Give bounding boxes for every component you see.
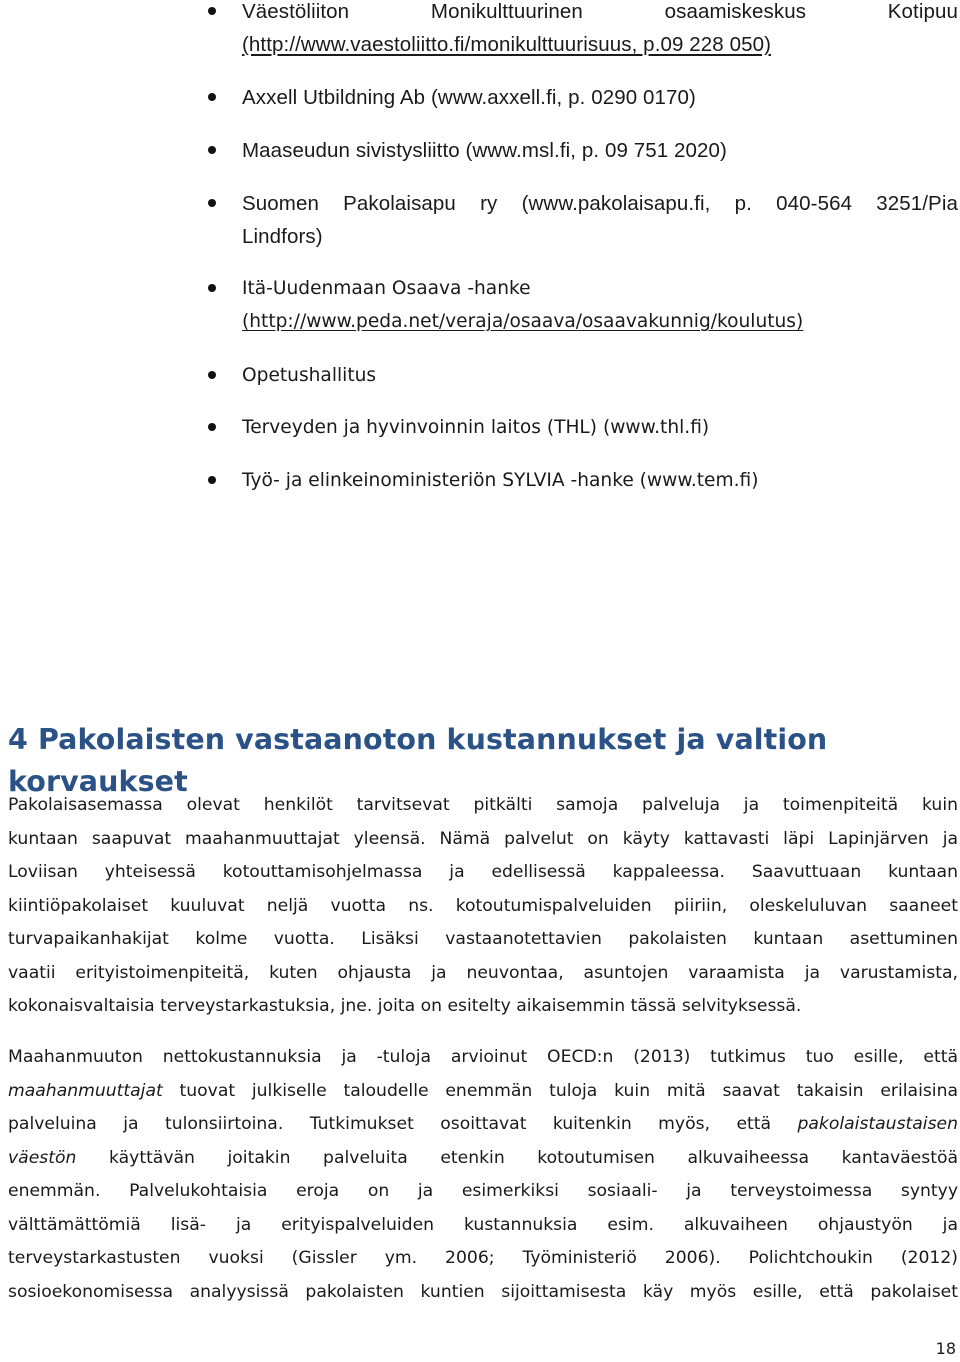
paragraph-line <box>8 1108 958 1142</box>
paragraph-line <box>8 1142 958 1176</box>
list-item-line: Terveyden ja hyvinvoinnin laitos (THL) (www.thl.fi) <box>242 417 710 438</box>
list-item <box>242 187 958 253</box>
list-item <box>242 411 958 444</box>
bullet-icon <box>208 284 216 292</box>
list-item-line: Suomen Pakolaisapu ry (www.pakolaisapu.fi, p. 040-564 3251/Pia <box>242 192 958 215</box>
osaava-link[interactable]: (http://www.peda.net/veraja/osaava/osaavakunnig/koulutus) <box>242 311 804 332</box>
paragraph-1 <box>8 789 958 1024</box>
paragraph-line: kuntaan saapuvat maahanmuuttajat yleensä. Nämä palvelut on käyty kattavasti läpi Lapinjärven ja <box>8 828 958 849</box>
list-item-line: Opetushallitus <box>242 365 377 386</box>
paragraph-line: terveystarkastusten vuoksi (Gissler ym. 2006; Työministeriö 2006). Polichtchoukin (2012) <box>8 1248 958 1268</box>
bullet-icon <box>208 7 216 15</box>
list-item <box>242 0 958 61</box>
paragraph-line: vaatii erityistoimenpiteitä, kuten ohjausta ja neuvontaa, asuntojen varaamista ja varustamista, <box>8 962 958 983</box>
bullet-icon <box>208 199 216 207</box>
vaestoliitto-link[interactable]: (http://www.vaestoliitto.fi/monikulttuurisuus, p.09 228 050) <box>242 33 772 56</box>
italic-term: väestön <box>8 1147 77 1168</box>
list-item <box>242 359 958 392</box>
list-item-line: Väestöliiton Monikulttuurinen osaamiskeskus Kotipuu <box>242 0 958 23</box>
list-item <box>242 272 958 338</box>
list-item <box>242 81 958 114</box>
list-item-line <box>242 305 958 338</box>
italic-term: pakolaistaustaisen <box>797 1114 958 1134</box>
paragraph-text: palveluina ja tulonsiirtoina. Tutkimukset osoittavat kuitenkin myös, että <box>8 1114 798 1134</box>
paragraph-line: enemmän. Palvelukohtaisia eroja on ja esimerkiksi sosiaali- ja terveystoimessa syntyy <box>8 1181 958 1201</box>
list-item-line: Maaseudun sivistysliitto (www.msl.fi, p. 09 751 2020) <box>242 139 727 162</box>
paragraph-text: käyttävän joitakin palveluita etenkin kotoutumisen alkuvaiheessa kantaväestöä <box>76 1147 958 1168</box>
list-item-line: Itä-Uudenmaan Osaava -hanke <box>242 278 531 299</box>
paragraph-line: välttämättömiä lisä- ja erityispalveluiden kustannuksia esim. alkuvaiheen ohjaustyön ja <box>8 1214 958 1235</box>
paragraph-2 <box>8 1041 958 1309</box>
paragraph-line: Pakolaisasemassa olevat henkilöt tarvitsevat pitkälti samoja palveluja ja toimenpiteitä kuin <box>8 795 958 815</box>
paragraph-line: Maahanmuuton nettokustannuksia ja -tuloja arvioinut OECD:n (2013) tutkimus tuo esille, että <box>8 1047 958 1067</box>
section-heading: 4 Pakolaisten vastaanoton kustannukset ja valtion korvaukset <box>8 723 828 798</box>
page-number: 18 <box>935 1339 956 1358</box>
list-item <box>242 134 958 167</box>
bullet-icon <box>208 146 216 154</box>
paragraph-line: sosioekonomisessa analyysissä pakolaisten kuntien sijoittamisesta käy myös esille, että pakolaiset <box>8 1281 958 1302</box>
italic-term: maahanmuuttajat <box>8 1080 163 1101</box>
bullet-icon <box>208 476 216 484</box>
list-item <box>242 464 958 497</box>
paragraph-line: kokonaisvaltaisia terveystarkastuksia, jne. joita on esitelty aikaisemmin tässä selvityksessä. <box>8 996 802 1016</box>
list-item-line: Työ- ja elinkeinoministeriön SYLVIA -hanke (www.tem.fi) <box>242 470 759 491</box>
list-item-line <box>242 28 958 61</box>
paragraph-line: kiintiöpakolaiset kuuluvat neljä vuotta ns. kotoutumispalveluiden piiriin, oleskeluluvan saaneet <box>8 895 958 916</box>
bullet-icon <box>208 371 216 379</box>
paragraph-line: Loviisan yhteisessä kotouttamisohjelmassa ja edellisessä kappaleessa. Saavuttuaan kuntaan <box>8 862 958 882</box>
bullet-icon <box>208 93 216 101</box>
paragraph-line: turvapaikanhakijat kolme vuotta. Lisäksi vastaanotettavien pakolaisten kuntaan asettuminen <box>8 929 958 949</box>
paragraph-line <box>8 1075 958 1109</box>
list-item-line: Lindfors) <box>242 225 323 248</box>
paragraph-text: tuovat julkiselle taloudelle enemmän tuloja kuin mitä saavat takaisin erilaisina <box>162 1080 958 1101</box>
bullet-icon <box>208 423 216 431</box>
list-item-line: Axxell Utbildning Ab (www.axxell.fi, p. 0290 0170) <box>242 86 696 109</box>
